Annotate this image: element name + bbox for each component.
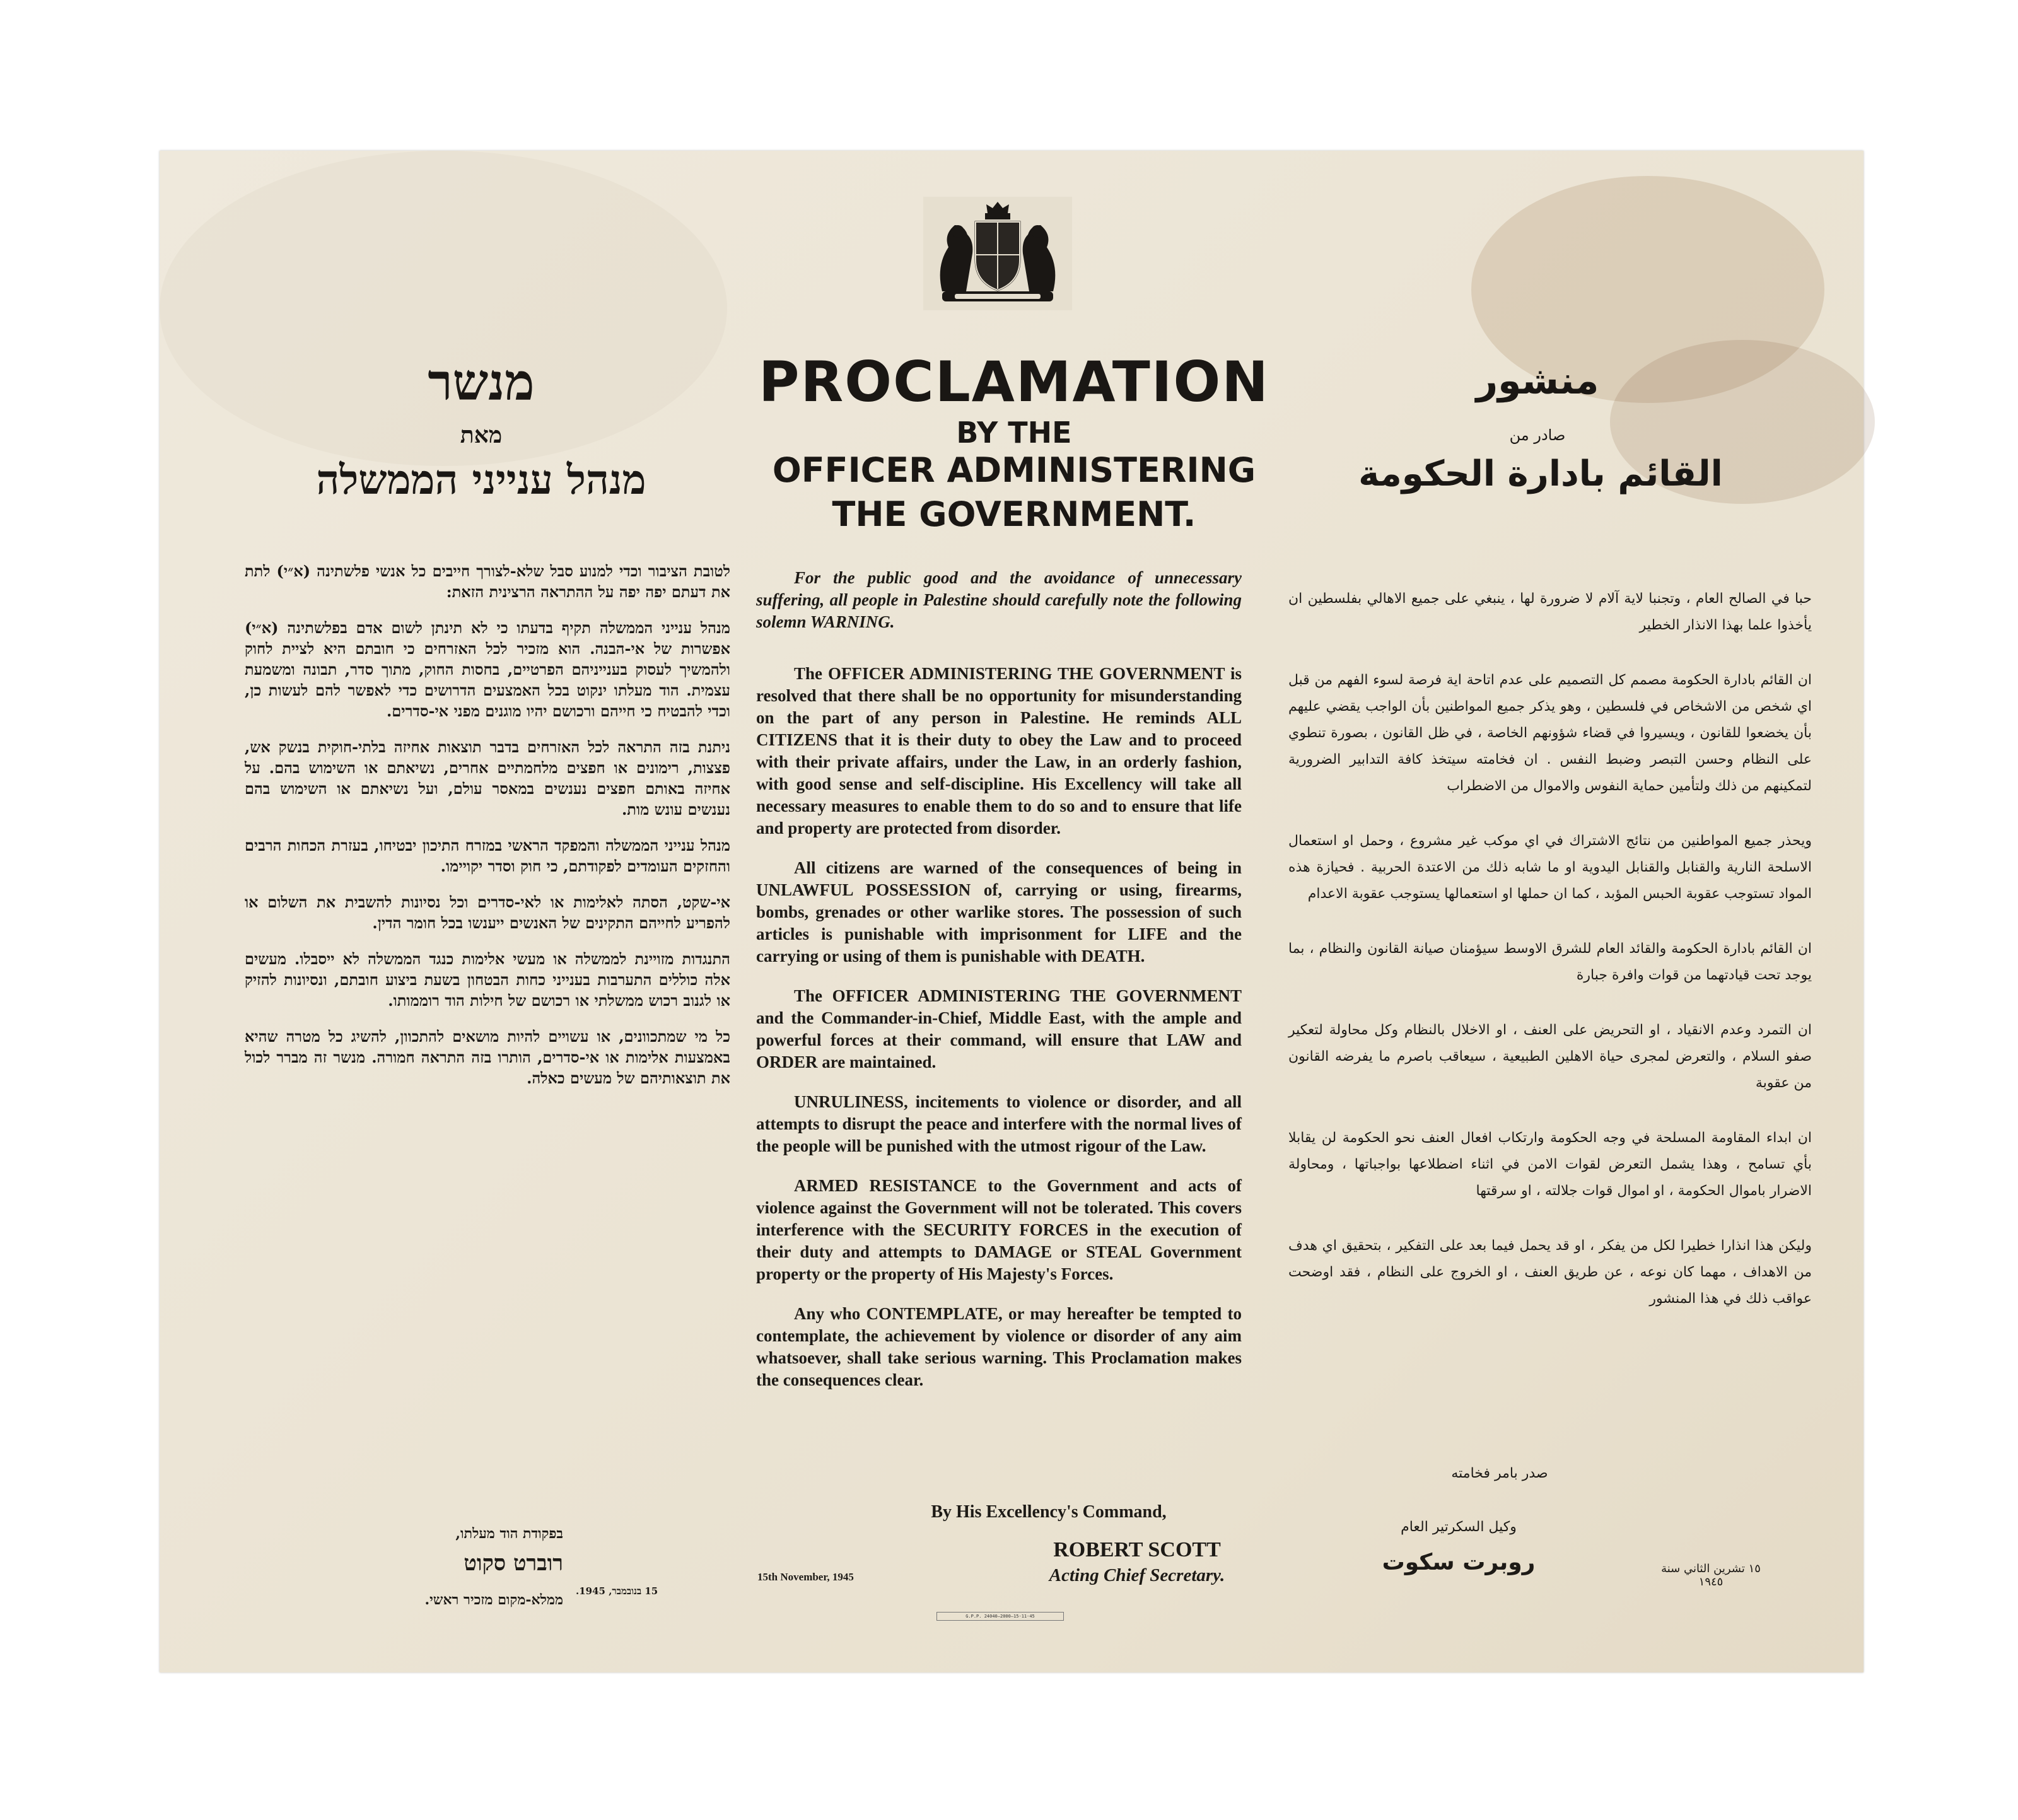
arabic-command-line: صدر بامر فخامته (1451, 1466, 1548, 1481)
english-paragraph: The OFFICER ADMINISTERING THE GOVERNMENT is resolved that there shall be no opportunity for misunderstanding on the part of any person in Palestine. He reminds ALL CITIZENS that it is their duty to obey the Law and to proceed with their private affairs, under the Law, in an orderly fashion, with good sense and self-discipline. His Excellency will take all necessary measures to enable them to do so and to ensure that life and property are protected from disorder. (756, 664, 1242, 837)
hebrew-paragraph: אי-שקט, הסתה לאלימות או לאי-סדרים וכל נסיונות להשבית את השלום או להפריע לחייהם התקינים של האנשים ייענשו בכל חומר הדין. (245, 893, 730, 932)
hebrew-date: 15 בנובמבר, 1945. (576, 1585, 658, 1597)
arabic-paragraph: وليكن هذا انذارا خطيرا لكل من يفكر ، او قد يحمل فيما بعد على التفكير ، بتحقيق اي هدف من الاهداف ، مهما كان نوعه ، عن طريق العنف ، او الخروج على النظام ، فقد اوضحت عواقب ذلك في هذا المنشور (1288, 1238, 1812, 1307)
english-signer-title: Acting Chief Secretary. (1049, 1565, 1225, 1585)
english-title: PROCLAMATION (759, 349, 1269, 414)
english-subtitle-line-1: BY THE (956, 416, 1072, 450)
hebrew-title: מנשר (428, 353, 535, 412)
english-intro (756, 567, 1242, 633)
hebrew-signer-name: רוברט סקוט (464, 1551, 563, 1576)
hebrew-subtitle: מנהל ענייני הממשלה (316, 457, 646, 504)
printer-code: G.P.P. 24040—2000—15-11-45 (936, 1612, 1064, 1621)
hebrew-paragraph: מנהל ענייני הממשלה והמפקד הראשי במזרח התיכון יבטיחו, בעזרת הכחות הרבים והחזקים העומדים לפקודתם, כי חוק וסדר יקויימו. (245, 836, 730, 875)
arabic-paragraphs (1288, 586, 1812, 1341)
english-command-line: By His Excellency's Command, (931, 1502, 1167, 1522)
hebrew-paragraph: לטובת הציבור וכדי למנוע סבל שלא-לצורך חייבים כל אנשי פלשתינה (א״י) לתת את דעתם יפה יפה על ההתראה הרצינית הזאת: (245, 562, 730, 601)
arabic-paragraph: ان القائم بادارة الحكومة والقائد العام للشرق الاوسط سيؤمنان صيانة القانون والنظام ، بما يوجد تحت قيادتهما من قوات وافرة جبارة (1288, 941, 1812, 983)
english-paragraph: UNRULINESS, incitements to violence or disorder, and all attempts to disrupt the peace and interfere with the normal lives of the people will be punished with the utmost rigour of the Law. (756, 1092, 1242, 1155)
english-intro-text: For the public good and the avoidance of unnecessary suffering, all people in Palestine should carefully note the following solemn WARNING. (756, 568, 1242, 631)
arabic-paragraph: ان التمرد وعدم الانقياد ، او التحريض على العنف ، او الاخلال بالنظام وكل محاولة لتعكير صفو السلام ، والتعرض لمجرى حياة الاهلين الطبيعية ، سيعاقب باصرم ما يفرضه القانون من عقوبة (1288, 1022, 1812, 1091)
arabic-subtitle: القائم بادارة الحكومة (1358, 453, 1723, 494)
english-paragraph: Any who CONTEMPLATE, or may hereafter be tempted to contemplate, the achievement by violence or disorder of any aim whatsoever, shall take serious warning. This Proclamation makes the consequences clear. (756, 1304, 1242, 1389)
hebrew-signer-title: ממלא-מקום מזכיר ראשי. (424, 1592, 563, 1608)
hebrew-paragraph: כל מי שמתכוונים, או עשויים להיות מושאים להתכוון, להשיג כל מטרה שהיא באמצעות אלימות או אי-סדרים, הותרו בזה התראה חמורה. מנשר זה מברר לכול את תוצאותיהם של מעשים כאלה. (245, 1027, 730, 1087)
arabic-paragraph: ان القائم بادارة الحكومة مصمم كل التصميم على عدم اتاحة اية فرصة لسوء الفهم من قبل اي شخص من الاشخاص في فلسطين ، وهو يذكر جميع المواطنين بأن الواجب يقضي عليهم بأن يخضعوا للقانون ، ويسيروا في قضاء شؤونهم الخاصة ، في ظل القانون ، بصورة تنطوي على النظام وحسن التبصر وضبط النفس . ان فخامته سيتخذ كافة التدابير الضرورية لتمكينهم من ذلك ولتأمين حماية النفوس والاموال من الاضطراب (1288, 672, 1812, 794)
arabic-signer-title: وكيل السكرتير العام (1401, 1519, 1517, 1535)
english-paragraph: All citizens are warned of the consequences of being in UNLAWFUL POSSESSION of, carrying or using, firearms, bombs, grenades or other warlike stores. The possession of such articles is punishable with imprisonment for LIFE and the carrying or using of them is punishable with DEATH. (756, 858, 1242, 965)
english-paragraph: The OFFICER ADMINISTERING THE GOVERNMENT and the Commander-in-Chief, Middle East, with the ample and powerful forces at their command, will ensure that LAW and ORDER are maintained. (756, 986, 1242, 1071)
arabic-title: منشور (1476, 359, 1599, 403)
english-signer-name: ROBERT SCOTT (1053, 1538, 1221, 1561)
paper-discoloration (160, 151, 727, 466)
arabic-paragraph: حبا في الصالح العام ، وتجنبا لاية آلام لا ضرورة لها ، ينبغي على جميع الاهالي بفلسطين ان يأخذوا علما بهذا الانذار الخطير (1288, 591, 1812, 633)
hebrew-paragraph: התנגדות מזויינת לממשלה או מעשי אלימות כנגד הממשלה לא ייסבלו. מעשים אלה כוללים התערבות בענייני כחות הבטחון בשעת ביצוע חובתם, ונסיונות להזיק או לגנוב רכוש ממשלתי או רכושם של חילות הוד רוממותו. (245, 950, 730, 1010)
arabic-signer-name: روبرت سكوت (1382, 1549, 1536, 1575)
hebrew-from: מאת (460, 422, 503, 448)
arabic-paragraph: ويحذر جميع المواطنين من نتائج الاشتراك في اي موكب غير مشروع ، وحمل او استعمال الاسلحة النارية والقنابل والقنابل اليدوية او ما شابه ذلك من الاعتدة الحربية . فحيازة هذه المواد تستوجب عقوبة الحبس المؤبد ، كما ان حملها او استعمالها يستوجب عقوبة الاعدام (1288, 833, 1812, 902)
english-date: 15th November, 1945 (757, 1571, 854, 1583)
english-subtitle-line-2: OFFICER ADMINISTERING (772, 450, 1256, 490)
hebrew-paragraph: ניתנת בזה התראה לכל האזרחים בדבר תוצאות אחיזה בלתי-חוקית בנשק אש, פצצות, רימונים או חפצים מלחמתיים אחרים, נשיאתם או השימוש בהם. על אחיזה באותם חפצים נענשים במאסר עולם, ועל נשיאתם או השימוש בהם נענשים עונש מות. (245, 738, 731, 819)
royal-coat-of-arms-icon (923, 197, 1072, 310)
hebrew-command-line: בפקודת הוד מעלתו, (455, 1525, 563, 1542)
english-paragraphs (756, 663, 1242, 1409)
arabic-date: ١٥ تشرين الثاني سنة ١٩٤٥ (1661, 1562, 1761, 1589)
hebrew-paragraph: מנהל ענייני הממשלה תקיף בדעתו כי לא תינתן לשום אדם בפלשתינה (א״י) אפשרות של אי-הבנה. הוא מזכיר לכל האזרחים כי חובתם היא לציית לחוק ולהמשיך לעסוק בענייניהם הפרטיים, בחסות החוק, מתוך סדר, תבונה ומשמעת עצמית. הוד מעלתו ינקוט בכל האמצעים הדרושים כדי לאפשר להם לעשות כן, וכדי להבטיח כי חייהם ורכושם יהיו מוגנים מפני אי-סדרים. (245, 619, 730, 720)
english-paragraph: ARMED RESISTANCE to the Government and acts of violence against the Government will not be tolerated. This covers interference with the SECURITY FORCES in the execution of their duty and attempts to DAMAGE or STEAL Government property or the property of His Majesty's Forces. (756, 1176, 1242, 1283)
arabic-from: صادر من (1509, 426, 1566, 444)
hebrew-paragraphs (245, 561, 730, 1104)
arabic-paragraph: ان ابداء المقاومة المسلحة في وجه الحكومة وارتكاب افعال العنف نحو الحكومة لن يقابلا بأي تسامح ، وهذا يشمل التعرض لقوات الامن في اثناء اضطلاعها بواجباتها ، ومحاولة الاضرار باموال الحكومة ، او اموال قوات جلالته ، او سرقتها (1288, 1130, 1812, 1199)
english-subtitle-line-3: THE GOVERNMENT. (832, 494, 1196, 534)
proclamation-poster (160, 151, 1863, 1672)
